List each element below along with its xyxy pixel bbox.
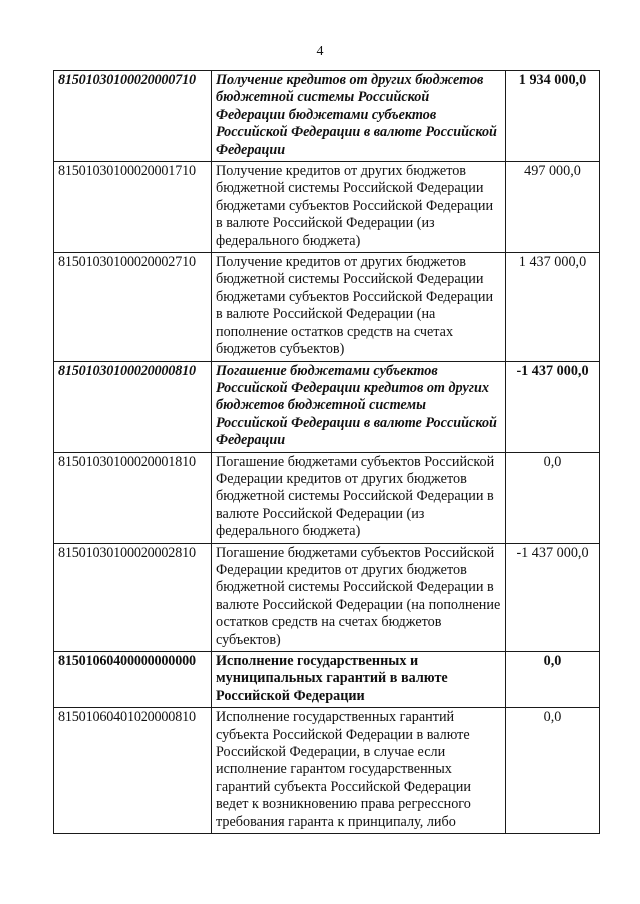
item-name-cell: Погашение бюджетами субъектов Российской Федерации кредитов от других бюджетов бюджетной системы Российской Федерации в валюте Российской Федерации (из федерального бюджета) (212, 452, 506, 543)
item-name-cell: Погашение бюджетами субъектов Российской Федерации кредитов от других бюджетов бюджетной системы Российской Федерации в валюте Российской Федерации (212, 361, 506, 452)
table-row (54, 452, 600, 543)
amount-cell: 0,0 (506, 652, 600, 708)
table-row (54, 361, 600, 452)
amount-cell: 0,0 (506, 452, 600, 543)
item-name-cell: Погашение бюджетами субъектов Российской Федерации кредитов от других бюджетов бюджетной системы Российской Федерации в валюте Российской Федерации (на пополнение остатков средств на счетах бюджетов субъектов) (212, 543, 506, 651)
amount-cell: 1 934 000,0 (506, 71, 600, 162)
table-row (54, 162, 600, 253)
table-row (54, 253, 600, 361)
amount-cell: 497 000,0 (506, 162, 600, 253)
item-name-cell: Получение кредитов от других бюджетов бюджетной системы Российской Федерации бюджетами субъектов Российской Федерации в валюте Российской Федерации (из федерального бюджета) (212, 162, 506, 253)
budget-code-cell: 81501060401020000810 (54, 708, 212, 834)
budget-code-cell: 81501030100020002710 (54, 253, 212, 361)
budget-code-cell: 81501030100020001710 (54, 162, 212, 253)
budget-code-cell: 81501060400000000000 (54, 652, 212, 708)
budget-code-cell: 81501030100020002810 (54, 543, 212, 651)
item-name-cell: Получение кредитов от других бюджетов бюджетной системы Российской Федерации бюджетами субъектов Российской Федерации в валюте Российской Федерации (212, 71, 506, 162)
table-row (54, 543, 600, 651)
amount-cell: -1 437 000,0 (506, 361, 600, 452)
item-name-cell: Исполнение государственных и муниципальных гарантий в валюте Российской Федерации (212, 652, 506, 708)
amount-cell: 1 437 000,0 (506, 253, 600, 361)
amount-cell: 0,0 (506, 708, 600, 834)
budget-sources-table (53, 70, 600, 834)
budget-code-cell: 81501030100020000810 (54, 361, 212, 452)
table-row (54, 708, 600, 834)
item-name-cell: Исполнение государственных гарантий субъекта Российской Федерации в валюте Российской Федерации, в случае если исполнение гарантом государственных гарантий субъекта Российской Федерации ведет к возникновению права регрессного требования гаранта к принципалу, либо (212, 708, 506, 834)
amount-cell: -1 437 000,0 (506, 543, 600, 651)
table-row (54, 652, 600, 708)
page-number: 4 (316, 44, 324, 59)
table-row (54, 71, 600, 162)
item-name-cell: Получение кредитов от других бюджетов бюджетной системы Российской Федерации бюджетами субъектов Российской Федерации в валюте Российской Федерации (на пополнение остатков средств на счетах бюджетов субъектов) (212, 253, 506, 361)
budget-code-cell: 81501030100020001810 (54, 452, 212, 543)
budget-code-cell: 81501030100020000710 (54, 71, 212, 162)
